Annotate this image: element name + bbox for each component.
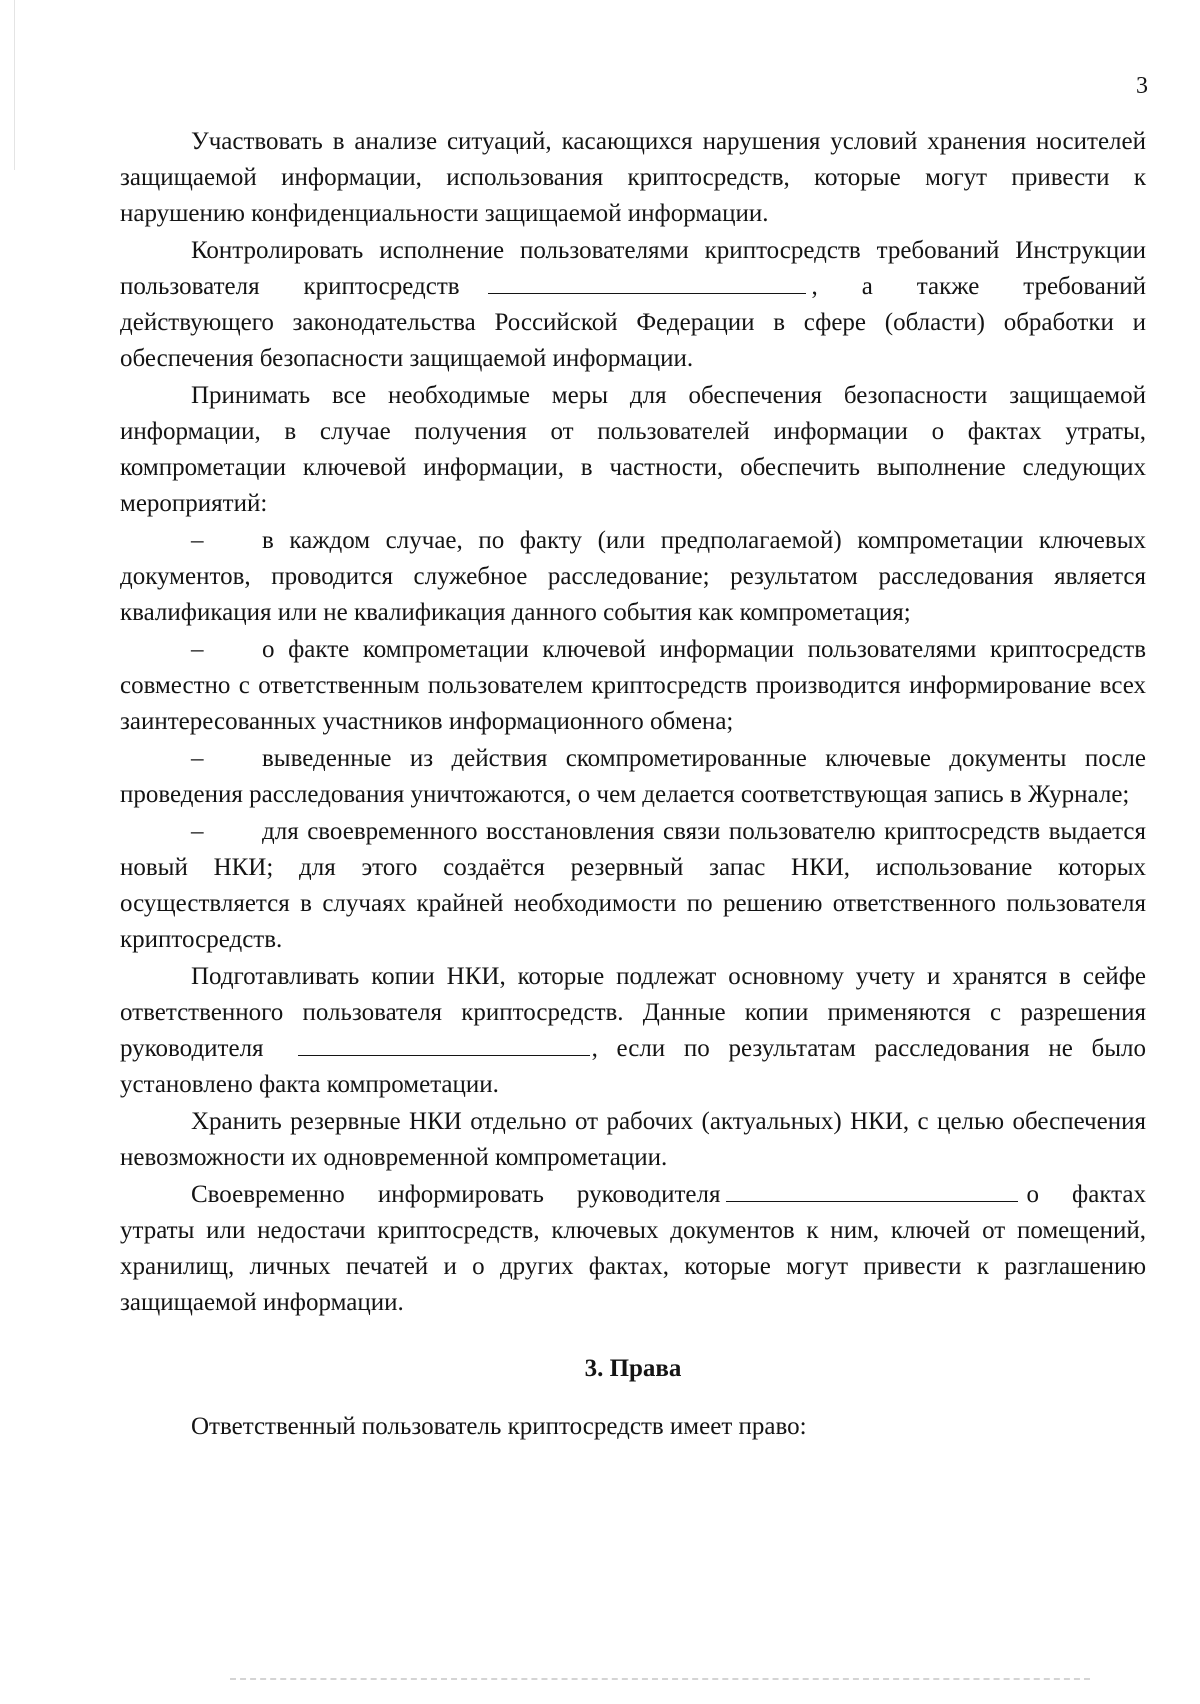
list-item [120, 523, 1146, 631]
list-item-text: для своевременного восстановления связи пользователю криптосредств выдается новый НКИ; для этого создаётся резервный запас НКИ, использование которых осуществляется в случаях крайней необходимости по решению ответственного пользователя криптосредств. [120, 818, 1146, 953]
list-item-text: выведенные из действия скомпрометированные ключевые документы после проведения расследования уничтожаются, о чем делается соответствующая запись в Журнале; [120, 745, 1146, 808]
paragraph-control-text-end: , а также требований действующего законодательства Российской Федерации в сфере (области) обработки и обеспечения безопасности защищаемой информации. [120, 273, 1146, 372]
paragraph-storage: Хранить резервные НКИ отдельно от рабочих (актуальных) НКИ, с целью обеспечения невозможности их одновременной компрометации. [120, 1108, 1146, 1171]
list-item [120, 814, 1146, 958]
paragraph-inform [120, 1177, 1146, 1321]
dash-marker: – [191, 745, 204, 772]
dash-marker: – [191, 818, 204, 845]
section-heading-rights: 3. Права [584, 1355, 682, 1382]
page-number: 3 [1136, 73, 1148, 99]
paragraph-copies [120, 959, 1146, 1103]
paragraph-copies-text-end: , если по результатам расследования не было установлено факта компрометации. [120, 1035, 1146, 1098]
paragraph-inform-text-end: о фактах утраты или недостачи криптосредств, ключевых документов к ним, ключей от помещений, хранилищ, личных печатей и о других фактах, которые могут привести к разглашению защищаемой информации. [120, 1181, 1146, 1316]
paragraph-inform-text-start: Своевременно информировать руководителя [191, 1181, 721, 1208]
blank-field-manager-2 [726, 1179, 1018, 1202]
list-item-text: о факте компрометации ключевой информации пользователями криптосредств совместно с ответственным пользователем криптосредств производится информирование всех заинтересованных участников информационного обмена; [120, 636, 1146, 735]
paragraph-rights-intro: Ответственный пользователь криптосредств имеет право: [191, 1413, 807, 1440]
paragraph-measures: Принимать все необходимые меры для обеспечения безопасности защищаемой информации, в случае получения от пользователей информации о фактах утраты, компрометации ключевой информации, в частности, обеспечить выполнение следующих мероприятий: [120, 382, 1146, 517]
list-item-text: в каждом случае, по факту (или предполагаемой) компрометации ключевых документов, проводится служебное расследование; результатом расследования является квалификация или не квалификация данного события как компрометация; [120, 527, 1146, 626]
scan-footer-artifacts [230, 1678, 1090, 1684]
blank-field-manager [298, 1033, 590, 1056]
blank-field-organization [488, 271, 806, 294]
scan-edge-shadow [14, 0, 15, 170]
list-item [120, 632, 1146, 740]
paragraph-control-text-start: Контролировать исполнение пользователями криптосредств требований Инструкции пользователя криптосредств [120, 237, 1146, 300]
dash-marker: – [191, 636, 204, 663]
paragraph-control [120, 233, 1146, 377]
dash-marker: – [191, 527, 204, 554]
paragraph-copies-text-start: Подготавливать копии НКИ, которые подлежат основному учету и хранятся в сейфе ответственного пользователя криптосредств. Данные копии применяются с разрешения руководителя [120, 963, 1146, 1062]
list-item [120, 741, 1146, 813]
paragraph-analysis: Участвовать в анализе ситуаций, касающихся нарушения условий хранения носителей защищаемой информации, использования криптосредств, которые могут привести к нарушению конфиденциальности защищаемой информации. [120, 128, 1146, 227]
document-body [120, 124, 1146, 1446]
